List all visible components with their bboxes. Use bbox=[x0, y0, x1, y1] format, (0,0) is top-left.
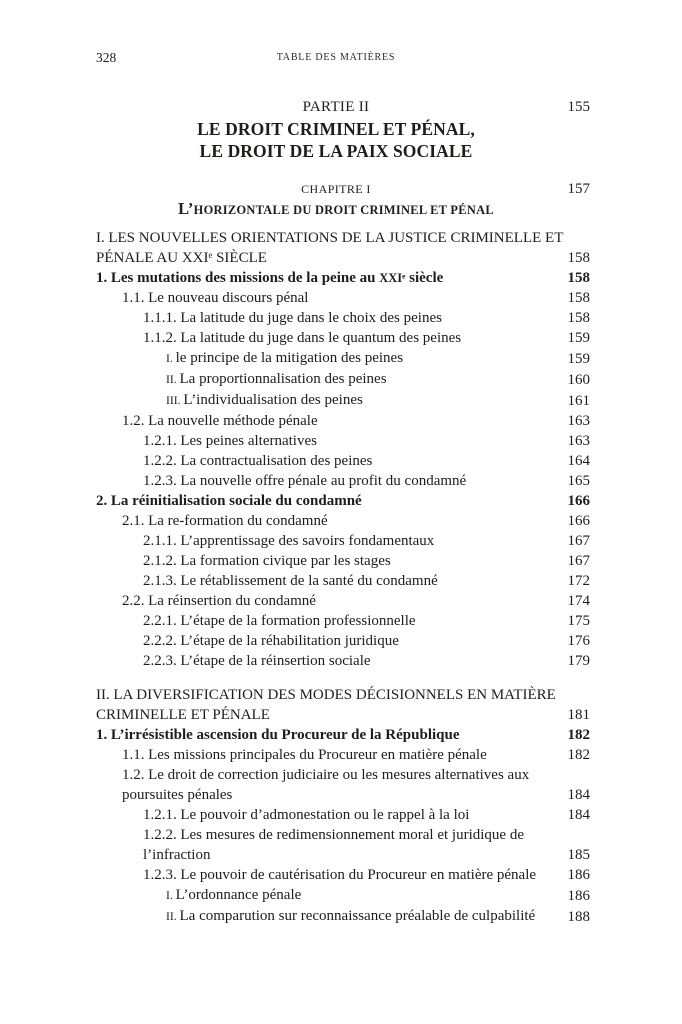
toc-entry-number: 1. bbox=[96, 727, 108, 743]
toc-entry-number: 1.2.3. bbox=[143, 473, 177, 489]
toc-page-number: 158 bbox=[567, 270, 590, 286]
toc-page-number: 161 bbox=[567, 393, 590, 409]
toc-entry-line bbox=[96, 268, 590, 288]
toc-entry-text: L’étape de la réhabilitation juridique bbox=[180, 633, 399, 649]
toc-entry bbox=[96, 745, 590, 765]
chapter-label: CHAPITRE I bbox=[301, 182, 371, 196]
toc-entry-number: 1.2.3. bbox=[143, 867, 177, 883]
toc-entry-line bbox=[96, 785, 590, 805]
toc-page-number: 158 bbox=[567, 310, 590, 326]
toc-entry-text: LA DIVERSIFICATION DES MODES DÉCISIONNELS EN MATIÈRE bbox=[113, 687, 556, 703]
toc-entry bbox=[96, 825, 590, 865]
toc-entry-text: La réinitialisation sociale du condamné bbox=[110, 493, 362, 509]
toc-entry-number: 2.2.2. bbox=[143, 633, 177, 649]
toc-entry bbox=[96, 471, 590, 491]
toc-entry-line bbox=[96, 725, 590, 745]
toc-entry-text: poursuites pénales bbox=[122, 787, 233, 803]
toc-entry-line bbox=[96, 685, 590, 705]
toc-entry bbox=[96, 685, 590, 725]
toc-entry-line bbox=[96, 288, 590, 308]
toc-page-number: 159 bbox=[567, 330, 590, 346]
toc-page-number: 186 bbox=[567, 888, 590, 904]
toc-entry-text: Les missions principales du Procureur en matière pénale bbox=[148, 747, 487, 763]
toc-entry-number: II. bbox=[166, 910, 177, 923]
toc-entry-number: 2.2.3. bbox=[143, 653, 177, 669]
toc-entry-line bbox=[96, 571, 590, 591]
toc-entry bbox=[96, 288, 590, 308]
toc-entry bbox=[96, 651, 590, 671]
toc-entry-line bbox=[96, 745, 590, 765]
toc-entry-line bbox=[96, 431, 590, 451]
toc-entry-text: La formation civique par les stages bbox=[180, 553, 391, 569]
chapter-page-number: 157 bbox=[567, 181, 590, 197]
toc-entry-text: Les peines alternatives bbox=[180, 433, 317, 449]
toc-entry-number: 1.2. bbox=[122, 413, 145, 429]
toc-entry-number: I. bbox=[166, 889, 173, 902]
toc-page-number: 185 bbox=[567, 847, 590, 863]
toc-entry-line bbox=[96, 765, 590, 785]
toc-entry-text: L’individualisation des peines bbox=[183, 392, 363, 408]
toc-entry-line bbox=[96, 531, 590, 551]
toc-page-number: 160 bbox=[567, 372, 590, 388]
toc-entry-number: 2.2. bbox=[122, 593, 145, 609]
toc-entry-text: Le pouvoir de cautérisation du Procureur en matière pénale bbox=[180, 867, 537, 883]
toc-entry-text: siècle bbox=[405, 270, 444, 286]
toc-page-number: 165 bbox=[567, 473, 590, 489]
toc-entry-text: L’étape de la formation professionnelle bbox=[180, 613, 416, 629]
toc-entry-text: Le droit de correction judiciaire ou les mesures alternatives aux bbox=[148, 767, 530, 783]
toc-entry-number: II. bbox=[96, 687, 110, 703]
toc-entry-text: L’irrésistible ascension du Procureur de la République bbox=[110, 727, 460, 743]
toc-entry-line bbox=[96, 411, 590, 431]
toc-entry-number: 2. bbox=[96, 493, 108, 509]
toc-page-number: 166 bbox=[567, 513, 590, 529]
toc-entry bbox=[96, 551, 590, 571]
toc-entry-number: 1.1. bbox=[122, 290, 145, 306]
toc-entry bbox=[96, 571, 590, 591]
toc-page-number: 163 bbox=[567, 433, 590, 449]
toc-entry-number: 1.2. bbox=[122, 767, 145, 783]
toc-entry-line bbox=[96, 805, 590, 825]
toc-page-number: 175 bbox=[567, 613, 590, 629]
toc-entry bbox=[96, 491, 590, 511]
toc-entry-line bbox=[96, 865, 590, 885]
toc-page-number: 172 bbox=[567, 573, 590, 589]
part-page-number: 155 bbox=[567, 99, 590, 115]
toc-entry-line bbox=[96, 885, 590, 906]
toc-entry-text: La comparution sur reconnaissance préalable de culpabilité bbox=[179, 908, 536, 924]
toc-entry-line bbox=[96, 906, 590, 927]
toc-entry-text: L’apprentissage des savoirs fondamentaux bbox=[180, 533, 435, 549]
toc-entry bbox=[96, 268, 590, 288]
toc-entry bbox=[96, 611, 590, 631]
toc-entry-line bbox=[96, 511, 590, 531]
toc-entry bbox=[96, 390, 590, 411]
toc-entry-line bbox=[96, 390, 590, 411]
toc-entry-line bbox=[96, 451, 590, 471]
toc-entry-line bbox=[96, 705, 590, 725]
chapter-title: L’HORIZONTALE DU DROIT CRIMINEL ET PÉNAL bbox=[178, 199, 494, 218]
toc-page-number: 184 bbox=[567, 807, 590, 823]
toc-entry-text: Les mesures de redimensionnement moral et juridique de bbox=[180, 827, 524, 843]
toc-entry bbox=[96, 451, 590, 471]
toc-entry-line bbox=[96, 228, 590, 248]
toc-entry-number: 2.1.2. bbox=[143, 553, 177, 569]
toc-entry bbox=[96, 725, 590, 745]
toc-page-number: 182 bbox=[567, 747, 590, 763]
page-content bbox=[96, 0, 590, 927]
toc-entry bbox=[96, 805, 590, 825]
toc-entry bbox=[96, 591, 590, 611]
toc-entries bbox=[96, 228, 590, 927]
toc-entry-number: 2.1. bbox=[122, 513, 145, 529]
page-header bbox=[96, 0, 590, 66]
toc-entry-line bbox=[96, 551, 590, 571]
toc-entry-text: La contractualisation des peines bbox=[180, 453, 373, 469]
part-title-line-2: LE DROIT DE LA PAIX SOCIALE bbox=[199, 141, 473, 161]
toc-page-number: 181 bbox=[567, 707, 590, 723]
toc-entry-text: La proportionnalisation des peines bbox=[179, 371, 387, 387]
toc-entry bbox=[96, 765, 590, 805]
toc-entry-number: 1.1.2. bbox=[143, 330, 177, 346]
toc-page-number: 158 bbox=[567, 290, 590, 306]
toc-entry-line bbox=[96, 348, 590, 369]
toc-entry-line bbox=[96, 491, 590, 511]
folio-number: 328 bbox=[96, 50, 117, 65]
toc-page-number: 182 bbox=[567, 727, 590, 743]
toc-entry bbox=[96, 228, 590, 268]
toc-entry bbox=[96, 511, 590, 531]
toc-entry bbox=[96, 906, 590, 927]
part-heading-block bbox=[96, 97, 590, 162]
toc-entry-text: L’étape de la réinsertion sociale bbox=[180, 653, 371, 669]
toc-page-number: 167 bbox=[567, 533, 590, 549]
toc-entry-line bbox=[96, 369, 590, 390]
toc-entry-text: Le pouvoir d’admonestation ou le rappel à la loi bbox=[180, 807, 470, 823]
chapter-label-line bbox=[96, 180, 590, 199]
toc-entry bbox=[96, 885, 590, 906]
toc-entry-line bbox=[96, 591, 590, 611]
toc-entry-number: II. bbox=[166, 373, 177, 386]
toc-entry-text: Le nouveau discours pénal bbox=[148, 290, 309, 306]
toc-entry-text: le principe de la mitigation des peines bbox=[175, 350, 404, 366]
toc-entry-number: 1.2.2. bbox=[143, 453, 177, 469]
toc-entry-number: 1.2.2. bbox=[143, 827, 177, 843]
toc-entry-text: La réinsertion du condamné bbox=[148, 593, 316, 609]
toc-entry-line bbox=[96, 651, 590, 671]
toc-entry-text: La nouvelle méthode pénale bbox=[148, 413, 318, 429]
toc-page-number: 184 bbox=[567, 787, 590, 803]
toc-entry bbox=[96, 411, 590, 431]
toc-page-number: 166 bbox=[567, 493, 590, 509]
toc-entry-line bbox=[96, 308, 590, 328]
toc-entry-number: I. bbox=[166, 352, 173, 365]
toc-entry-line bbox=[96, 825, 590, 845]
toc-page-number: 158 bbox=[567, 250, 590, 266]
toc-entry-number: 1.1.1. bbox=[143, 310, 177, 326]
toc-entry-text: l’infraction bbox=[143, 847, 211, 863]
toc-entry-text: La latitude du juge dans le quantum des peines bbox=[180, 330, 462, 346]
toc-entry-text: La latitude du juge dans le choix des peines bbox=[180, 310, 442, 326]
toc-page-number: 188 bbox=[567, 909, 590, 925]
toc-entry-text: La nouvelle offre pénale au profit du condamné bbox=[180, 473, 467, 489]
toc-entry bbox=[96, 308, 590, 328]
toc-entry bbox=[96, 348, 590, 369]
toc-page-number: 186 bbox=[567, 867, 590, 883]
toc-entry-number: 1.2.1. bbox=[143, 433, 177, 449]
toc-entry-line bbox=[96, 845, 590, 865]
toc-entry-number: 2.1.3. bbox=[143, 573, 177, 589]
toc-entry-text: Le rétablissement de la santé du condamné bbox=[180, 573, 438, 589]
toc-entry-text: CRIMINELLE ET PÉNALE bbox=[96, 707, 270, 723]
toc-page-number: 164 bbox=[567, 453, 590, 469]
toc-entry-text: PÉNALE AU XXIᵉ SIÈCLE bbox=[96, 250, 267, 266]
toc-entry-number: 2.2.1. bbox=[143, 613, 177, 629]
toc-entry-number: 1.2.1. bbox=[143, 807, 177, 823]
toc-entry-number: 2.1.1. bbox=[143, 533, 177, 549]
toc-entry-line bbox=[96, 611, 590, 631]
toc-entry bbox=[96, 431, 590, 451]
toc-page-number: 159 bbox=[567, 351, 590, 367]
toc-entry-text: Les mutations des missions de la peine au bbox=[110, 270, 380, 286]
toc-entry bbox=[96, 631, 590, 651]
toc-entry-number: I. bbox=[96, 230, 105, 246]
toc-entry-line bbox=[96, 248, 590, 268]
toc-entry bbox=[96, 328, 590, 348]
toc-entry bbox=[96, 865, 590, 885]
toc-page-number: 163 bbox=[567, 413, 590, 429]
toc-page-number: 179 bbox=[567, 653, 590, 669]
toc-entry-text: L’ordonnance pénale bbox=[175, 887, 302, 903]
toc-entry-number: 1.1. bbox=[122, 747, 145, 763]
toc-page-number: 176 bbox=[567, 633, 590, 649]
part-label-line bbox=[96, 97, 590, 118]
toc-entry bbox=[96, 369, 590, 390]
part-label: PARTIE II bbox=[302, 99, 370, 115]
toc-page-number: 167 bbox=[567, 553, 590, 569]
part-title-line-1: LE DROIT CRIMINEL ET PÉNAL, bbox=[197, 119, 475, 139]
toc-entry-number: III. bbox=[166, 394, 181, 407]
running-header: TABLE DES MATIÈRES bbox=[276, 52, 396, 63]
toc-entry-number: 1. bbox=[96, 270, 108, 286]
toc-entry-line bbox=[96, 471, 590, 491]
toc-entry-text: XXIᵉ bbox=[379, 271, 406, 285]
toc-entry-text: LES NOUVELLES ORIENTATIONS DE LA JUSTICE CRIMINELLE ET bbox=[108, 230, 564, 246]
toc-entry-line bbox=[96, 328, 590, 348]
toc-entry-line bbox=[96, 631, 590, 651]
chapter-heading-block bbox=[96, 180, 590, 220]
toc-entry bbox=[96, 531, 590, 551]
toc-entry-text: La re-formation du condamné bbox=[148, 513, 328, 529]
toc-page-number: 174 bbox=[567, 593, 590, 609]
